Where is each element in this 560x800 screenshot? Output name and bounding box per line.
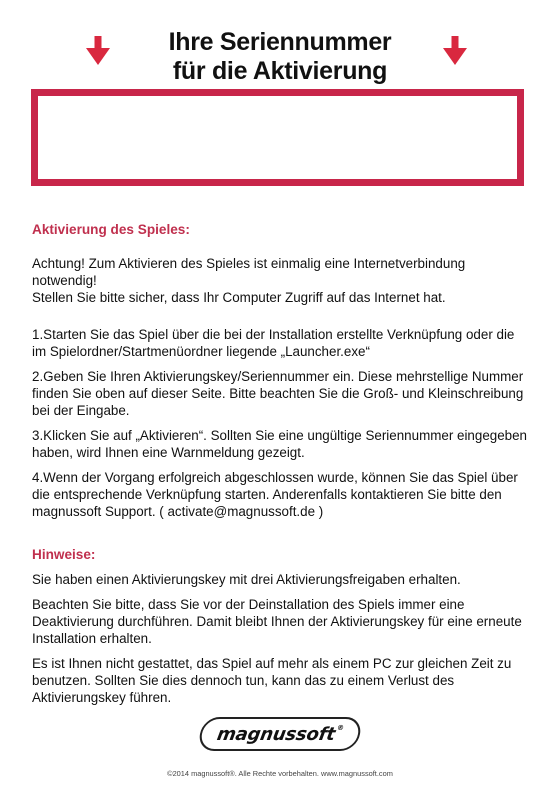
instructions-body: [32, 221, 532, 706]
intro-line-2: Stellen Sie bitte sicher, dass Ihr Computer Zugriff auf das Internet hat.: [32, 290, 446, 305]
title-line-2: für die Aktivierung: [172, 57, 388, 85]
step-4: 4.Wenn der Vorgang erfolgreich abgeschlossen wurde, können Sie das Spiel über die entsprechende Verknüpfung starten. Anderenfalls kontaktieren Sie bitte den magnussoft Support. ( activate@magnussoft.de ): [32, 470, 518, 519]
page-title: [0, 28, 560, 86]
activation-heading: Aktivierung des Spieles:: [32, 222, 190, 237]
note-2: Beachten Sie bitte, dass Sie vor der Deinstallation des Spiels immer eine Deaktivierung durchführen. Damit bleibt Ihnen der Aktivierungskey für eine erneute Installation erhalten.: [32, 597, 522, 646]
serial-number-slot: [128, 114, 408, 144]
notes-heading: Hinweise:: [32, 547, 96, 562]
step-2: 2.Geben Sie Ihren Aktivierungskey/Seriennummer ein. Diese mehrstellige Nummer finden Sie oben auf dieser Seite. Bitte beachten Sie die Groß- und Kleinschreibung bei der Eingabe.: [32, 369, 524, 418]
note-1: Sie haben einen Aktivierungskey mit drei Aktivierungsfreigaben erhalten.: [32, 572, 461, 587]
note-3: Es ist Ihnen nicht gestattet, das Spiel auf mehr als einem PC zur gleichen Zeit zu benutzen. Sollten Sie dies dennoch tun, kann das zu einem Verlust des Aktivierungskey führen.: [32, 656, 512, 705]
magnussoft-logo: [0, 717, 560, 751]
intro-line-1: Achtung! Zum Aktivieren des Spieles ist einmalig eine Internetverbindung notwendig!: [32, 256, 466, 288]
copyright-notice: ©2014 magnussoft®. Alle Rechte vorbehalten. www.magnussoft.com: [167, 769, 393, 778]
logo-text: magnussoft®: [215, 723, 345, 745]
logo-badge: [197, 717, 363, 751]
step-3: 3.Klicken Sie auf „Aktivieren“. Sollten Sie eine ungültige Seriennummer eingegeben haben, wird Ihnen eine Warnmeldung gezeigt.: [32, 428, 528, 460]
title-line-1: Ihre Seriennummer: [168, 28, 392, 56]
step-1: 1.Starten Sie das Spiel über die bei der Installation erstellte Verknüpfung oder die im Spielordner/Startmenüordner liegende „Launcher.exe“: [32, 327, 515, 359]
